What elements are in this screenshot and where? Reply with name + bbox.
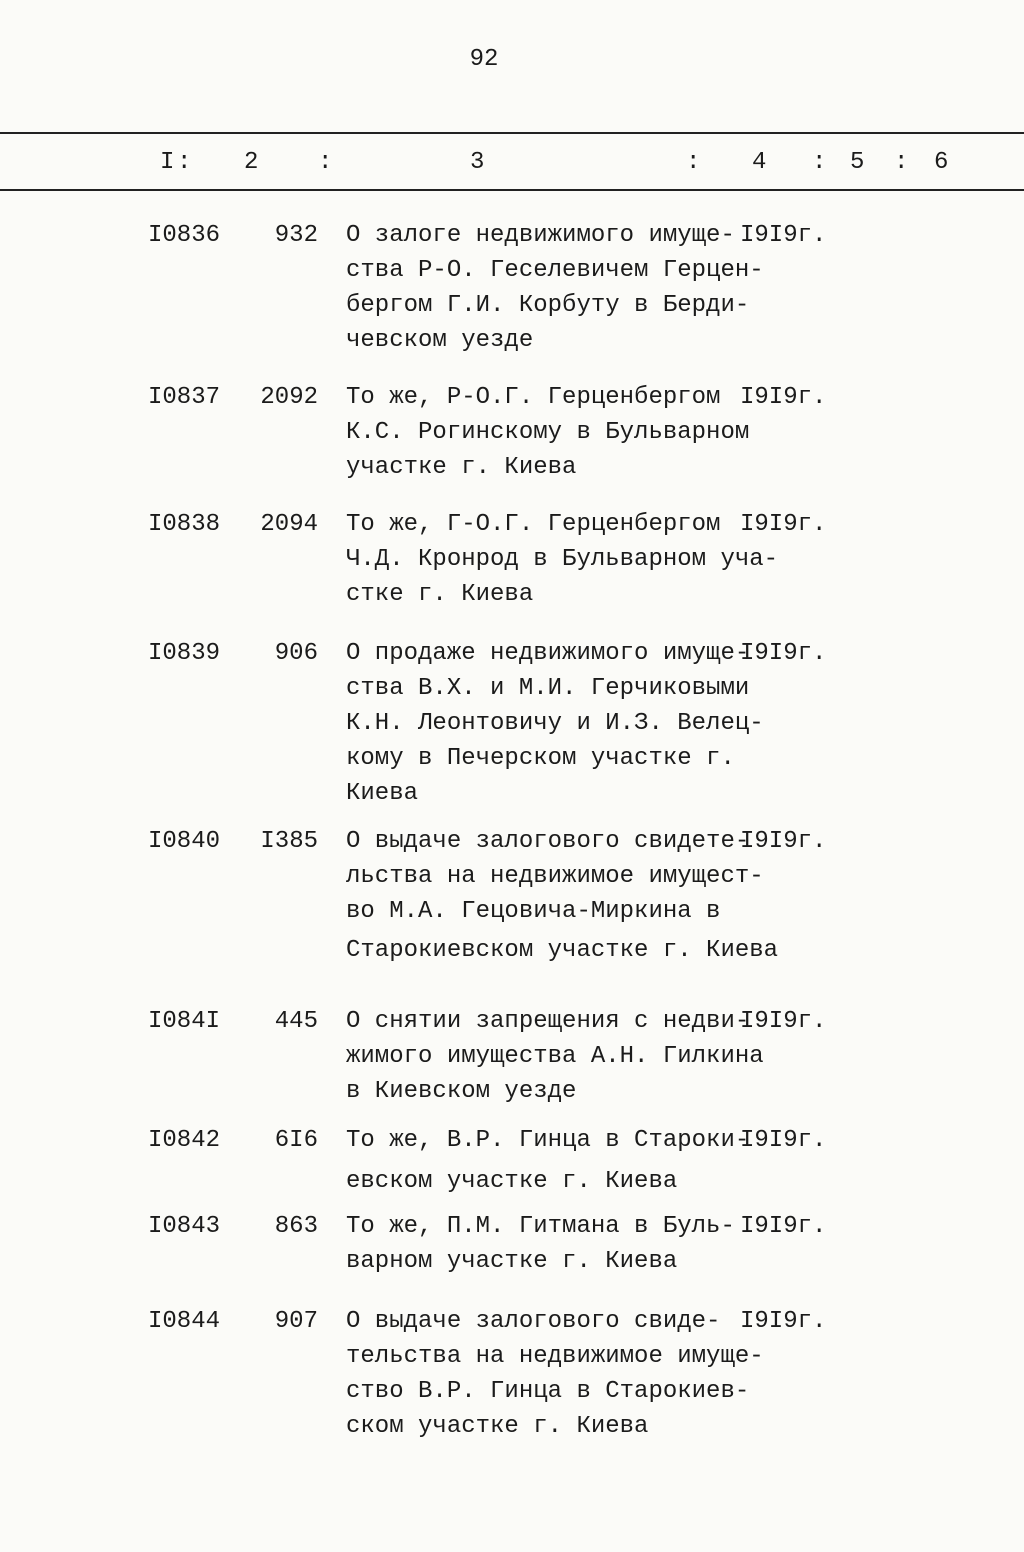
- description-line: К.С. Рогинскому в Бульварном: [346, 419, 750, 446]
- file-year: I9I9г.: [740, 511, 827, 538]
- sheet-count: 6I6: [274, 1127, 318, 1154]
- file-description: [346, 1123, 750, 1199]
- file-year: I9I9г.: [740, 384, 827, 411]
- description-line: тельства на недвижимое имуще-: [346, 1343, 764, 1370]
- sheet-count: 932: [274, 222, 318, 249]
- description-line: евском участке г. Киева: [346, 1168, 678, 1195]
- description-line: кому в Печерском участке г.: [346, 745, 735, 772]
- description-line: То же, П.М. Гитмана в Буль-: [346, 1213, 735, 1240]
- sheet-count: 2092: [260, 384, 318, 411]
- file-description: [346, 1304, 764, 1444]
- file-number: I0840: [148, 828, 221, 855]
- description-line: К.Н. Леонтовичу и И.З. Велец-: [346, 710, 764, 737]
- description-line: ства В.Х. и М.И. Герчиковыми: [346, 675, 750, 702]
- description-line: ство В.Р. Гинца в Старокиев-: [346, 1378, 750, 1405]
- file-number: I084I: [148, 1008, 221, 1035]
- column-separator: :: [686, 149, 701, 176]
- file-description: [346, 380, 750, 485]
- description-line: в Киевском уезде: [346, 1078, 577, 1105]
- description-line: О выдаче залогового свиде-: [346, 1308, 721, 1335]
- sheet-count: 445: [274, 1008, 318, 1035]
- file-description: [346, 218, 764, 358]
- description-line: участке г. Киева: [346, 454, 577, 481]
- column-header-4: 4: [752, 149, 767, 176]
- description-line: варном участке г. Киева: [346, 1248, 678, 1275]
- description-line: во М.А. Гецовича-Миркина в: [346, 898, 721, 925]
- description-line: Ч.Д. Кронрод в Бульварном уча-: [346, 546, 779, 573]
- description-line: жимого имущества А.Н. Гилкина: [346, 1043, 764, 1070]
- description-line: ском участке г. Киева: [346, 1413, 649, 1440]
- description-line: То же, Р-О.Г. Герценбергом: [346, 384, 721, 411]
- file-number: I0842: [148, 1127, 221, 1154]
- file-number: I0836: [148, 222, 221, 249]
- sheet-count: 863: [274, 1213, 318, 1240]
- file-year: I9I9г.: [740, 828, 827, 855]
- file-number: I0838: [148, 511, 221, 538]
- description-line: О снятии запрещения с недви-: [346, 1008, 750, 1035]
- file-description: [346, 636, 764, 811]
- column-separator: :: [318, 149, 333, 176]
- column-header-1: I: [160, 149, 175, 176]
- description-line: ства Р-О. Геселевичем Герцен-: [346, 257, 764, 284]
- column-header-2: 2: [244, 149, 259, 176]
- description-line: льства на недвижимое имущест-: [346, 863, 764, 890]
- description-line: О продаже недвижимого имуще-: [346, 640, 750, 667]
- description-line: То же, В.Р. Гинца в Староки-: [346, 1127, 750, 1154]
- file-description: [346, 1004, 764, 1109]
- file-number: I0839: [148, 640, 221, 667]
- file-year: I9I9г.: [740, 1127, 827, 1154]
- file-year: I9I9г.: [740, 1308, 827, 1335]
- table-top-rule: [0, 132, 1024, 134]
- description-line: О выдаче залогового свидете-: [346, 828, 750, 855]
- file-description: [346, 1209, 746, 1279]
- page-number: 92: [469, 46, 499, 73]
- sheet-count: 2094: [260, 511, 318, 538]
- file-year: I9I9г.: [740, 222, 827, 249]
- description-line: О залоге недвижимого имуще-: [346, 222, 735, 249]
- column-separator: :: [177, 149, 192, 176]
- description-line: То же, Г-О.Г. Герценбергом: [346, 511, 721, 538]
- column-header-5: 5: [850, 149, 865, 176]
- file-number: I0837: [148, 384, 221, 411]
- description-line: Старокиевском участке г. Киева: [346, 937, 779, 964]
- file-description: [346, 824, 779, 968]
- column-header-3: 3: [470, 149, 485, 176]
- description-line: стке г. Киева: [346, 581, 534, 608]
- column-header-6: 6: [934, 149, 949, 176]
- file-number: I0844: [148, 1308, 221, 1335]
- column-separator: :: [894, 149, 909, 176]
- description-line: Киева: [346, 780, 419, 807]
- file-year: I9I9г.: [740, 1213, 827, 1240]
- file-year: I9I9г.: [740, 640, 827, 667]
- description-line: бергом Г.И. Корбуту в Берди-: [346, 292, 750, 319]
- sheet-count: 906: [274, 640, 318, 667]
- file-description: [346, 507, 779, 612]
- description-line: чевском уезде: [346, 327, 534, 354]
- sheet-count: I385: [260, 828, 318, 855]
- file-year: I9I9г.: [740, 1008, 827, 1035]
- table-header-rule: [0, 189, 1024, 191]
- file-number: I0843: [148, 1213, 221, 1240]
- sheet-count: 907: [274, 1308, 318, 1335]
- column-separator: :: [812, 149, 827, 176]
